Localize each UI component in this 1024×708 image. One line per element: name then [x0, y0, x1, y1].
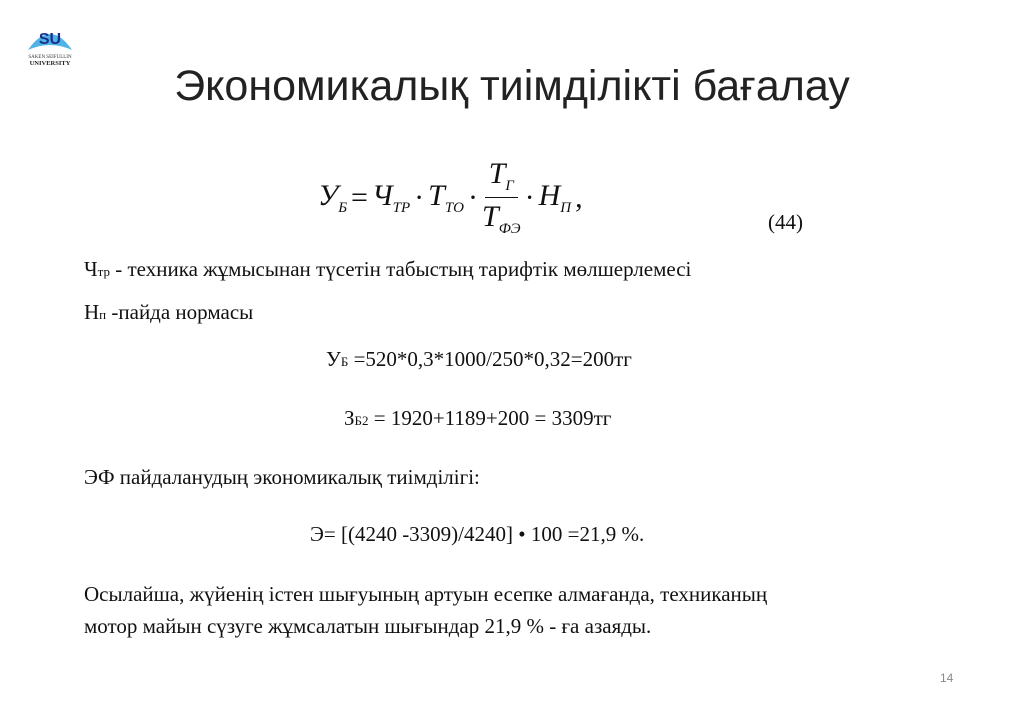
page-number: 14 — [940, 671, 954, 685]
conclusion-line-1: Осылайша, жүйенің істен шығуының артуын есепке алмағанда, техниканың — [84, 582, 768, 606]
formula-number: (44) — [768, 210, 803, 234]
definition-chtr: Чтр - техника жұмысынан түсетін табыстың тарифтік мөлшерлемесі — [84, 257, 692, 281]
svg-text:SU: SU — [38, 31, 62, 48]
ef-calculation: Э= [(4240 -3309)/4240] • 100 =21,9 %. — [310, 522, 645, 546]
definition-np: Нп -пайда нормасы — [84, 300, 254, 324]
conclusion-line-2: мотор майын сүзуге жұмсалатын шығындар 21,9 % - ға азаяды. — [84, 614, 652, 638]
calculation-zb2: ЗБ2 = 1920+1189+200 = 3309тг — [344, 406, 612, 430]
formula: $У_Б$ = $Ч_{ТР}$ · $Т_{ТО}$ · $Т_Г$ $Т_{ФЭ}$ · $Н_П$ , — [318, 157, 583, 237]
svg-text:UNIVERSITY: UNIVERSITY — [29, 60, 71, 67]
calculation-ub: УБ =520*0,3*1000/250*0,32=200тг — [326, 347, 632, 371]
ef-label: ЭФ пайдаланудың экономикалық тиімділігі: — [84, 465, 480, 489]
svg-text:SAKEN SEIFULLIN: SAKEN SEIFULLIN — [28, 55, 72, 60]
slide-title: Экономикалық тиімділікті бағалау — [174, 62, 850, 110]
